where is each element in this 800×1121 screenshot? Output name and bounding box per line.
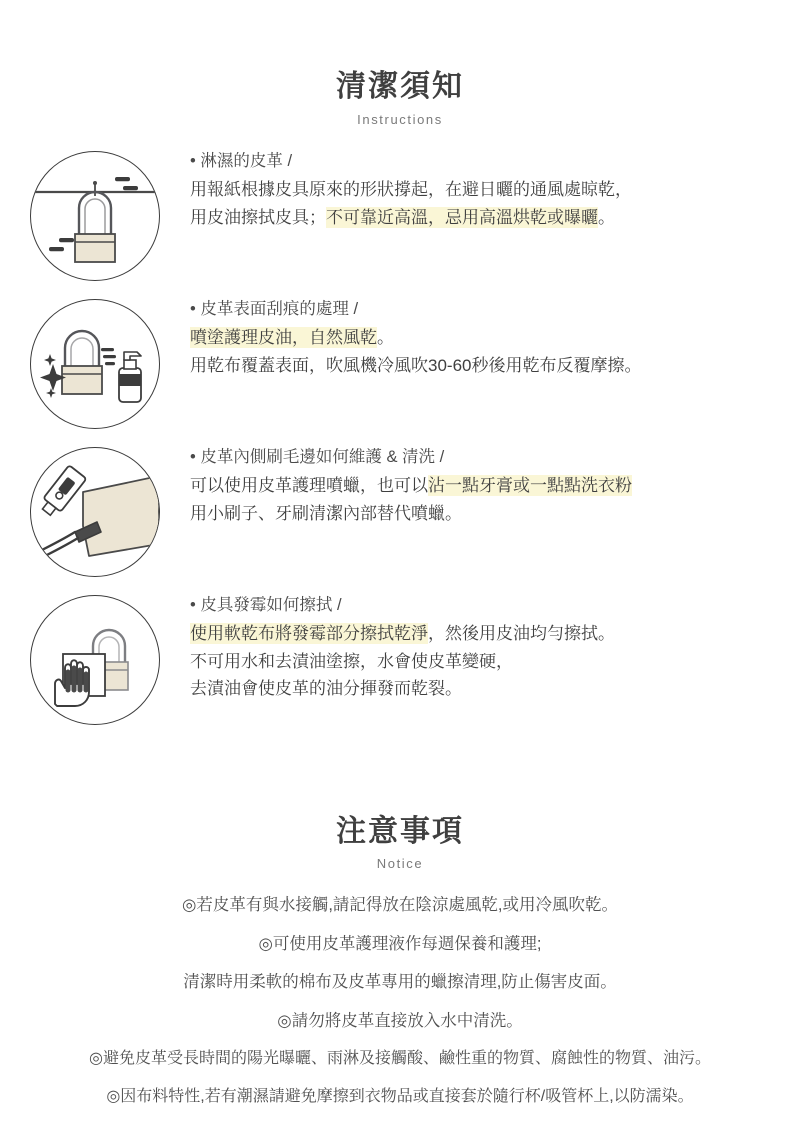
- item-title: • 皮革內側刷毛邊如何維護 & 清洗 /: [190, 447, 445, 466]
- instruction-item-inner-brush: [0, 445, 800, 577]
- notice-line: ◎若皮革有與水接觸,請記得放在陰涼處風乾,或用冷風吹乾。: [181, 896, 619, 914]
- text-cell: [190, 445, 800, 528]
- notice-line: 清潔時用柔軟的棉布及皮革專用的蠟擦清理,防止傷害皮面。: [183, 973, 617, 992]
- line-plain-post: ，然後用皮油均勻擦拭。: [428, 624, 615, 644]
- item-line: [190, 675, 788, 703]
- item-title: • 淋濕的皮革 /: [190, 151, 293, 170]
- instructions-heading: [0, 0, 800, 127]
- item-line: [190, 620, 788, 648]
- instruction-item-surface-scratch: [0, 297, 800, 429]
- instructions-title-cn: 清潔須知: [336, 70, 464, 103]
- line-plain: 用小刷子、牙刷清潔內部替代噴蠟。: [190, 503, 462, 523]
- line-plain-post: 。: [377, 328, 394, 348]
- instruction-item-mold-wipe: [0, 593, 800, 725]
- notice-line: ◎可使用皮革護理液作每週保養和護理;: [258, 934, 542, 953]
- notice-title-cn: 注意事項: [336, 814, 464, 848]
- instructions-title-en: Instructions: [357, 111, 443, 127]
- text-cell: [190, 297, 800, 380]
- highlighted-text: 沾一點牙膏或一點點洗衣粉: [428, 476, 632, 496]
- toothpaste-toothbrush-icon: [30, 447, 160, 577]
- item-line: [190, 648, 788, 676]
- item-line: [190, 500, 788, 528]
- icon-cell: [0, 297, 190, 429]
- item-title: • 皮具發霉如何擦拭 /: [190, 595, 342, 614]
- item-line: [190, 176, 788, 204]
- notice-line: ◎避免皮革受長時間的陽光曝曬、雨淋及接觸酸、鹼性重的物質、腐蝕性的物質、油污。: [89, 1050, 711, 1068]
- bag-hanging-to-dry-icon: [30, 151, 160, 281]
- line-plain-post: 。: [598, 207, 615, 227]
- notice-line: ◎因布料特性,若有潮濕請避免摩擦到衣物品或直接套於隨行杯/吸管杯上,以防濡染。: [106, 1088, 694, 1106]
- line-plain: 不可用水和去漬油塗擦，水會使皮革變硬，: [190, 651, 513, 671]
- bag-spray-clean-icon: [30, 299, 160, 429]
- highlighted-text: 不可靠近高溫，忌用高溫烘乾或曝曬: [326, 207, 598, 227]
- item-line: [190, 324, 788, 352]
- item-line: [190, 352, 788, 380]
- instructions-list: [0, 149, 800, 725]
- item-title: • 皮革表面刮痕的處理 /: [190, 299, 359, 318]
- item-line: [190, 204, 788, 232]
- icon-cell: [0, 593, 190, 725]
- notice-heading: [0, 741, 800, 872]
- line-plain: 用報紙根據皮具原來的形狀撐起，在避日曬的通風處晾乾，: [190, 180, 632, 200]
- icon-cell: [0, 149, 190, 281]
- hand-cloth-wipe-bag-icon: [30, 595, 160, 725]
- line-plain: 去漬油會使皮革的油分揮發而乾裂。: [190, 679, 462, 699]
- text-cell: [190, 593, 800, 703]
- notice-list: [0, 893, 800, 1110]
- notice-title-en: Notice: [376, 856, 424, 871]
- instruction-item-wet-leather: [0, 149, 800, 281]
- line-plain: 用乾布覆蓋表面，吹風機冷風吹30-60秒後用乾布反覆摩擦。: [190, 355, 642, 375]
- highlighted-text: 噴塗護理皮油，自然風乾: [190, 328, 377, 348]
- item-line: [190, 472, 788, 500]
- highlighted-text: 使用軟乾布將發霉部分擦拭乾淨: [190, 624, 428, 644]
- line-plain-pre: 用皮油擦拭皮具；: [190, 207, 326, 227]
- icon-cell: [0, 445, 190, 577]
- text-cell: [190, 149, 800, 232]
- line-plain-pre: 可以使用皮革護理噴蠟，也可以: [190, 476, 428, 496]
- notice-line: ◎請勿將皮革直接放入水中清洗。: [277, 1011, 523, 1030]
